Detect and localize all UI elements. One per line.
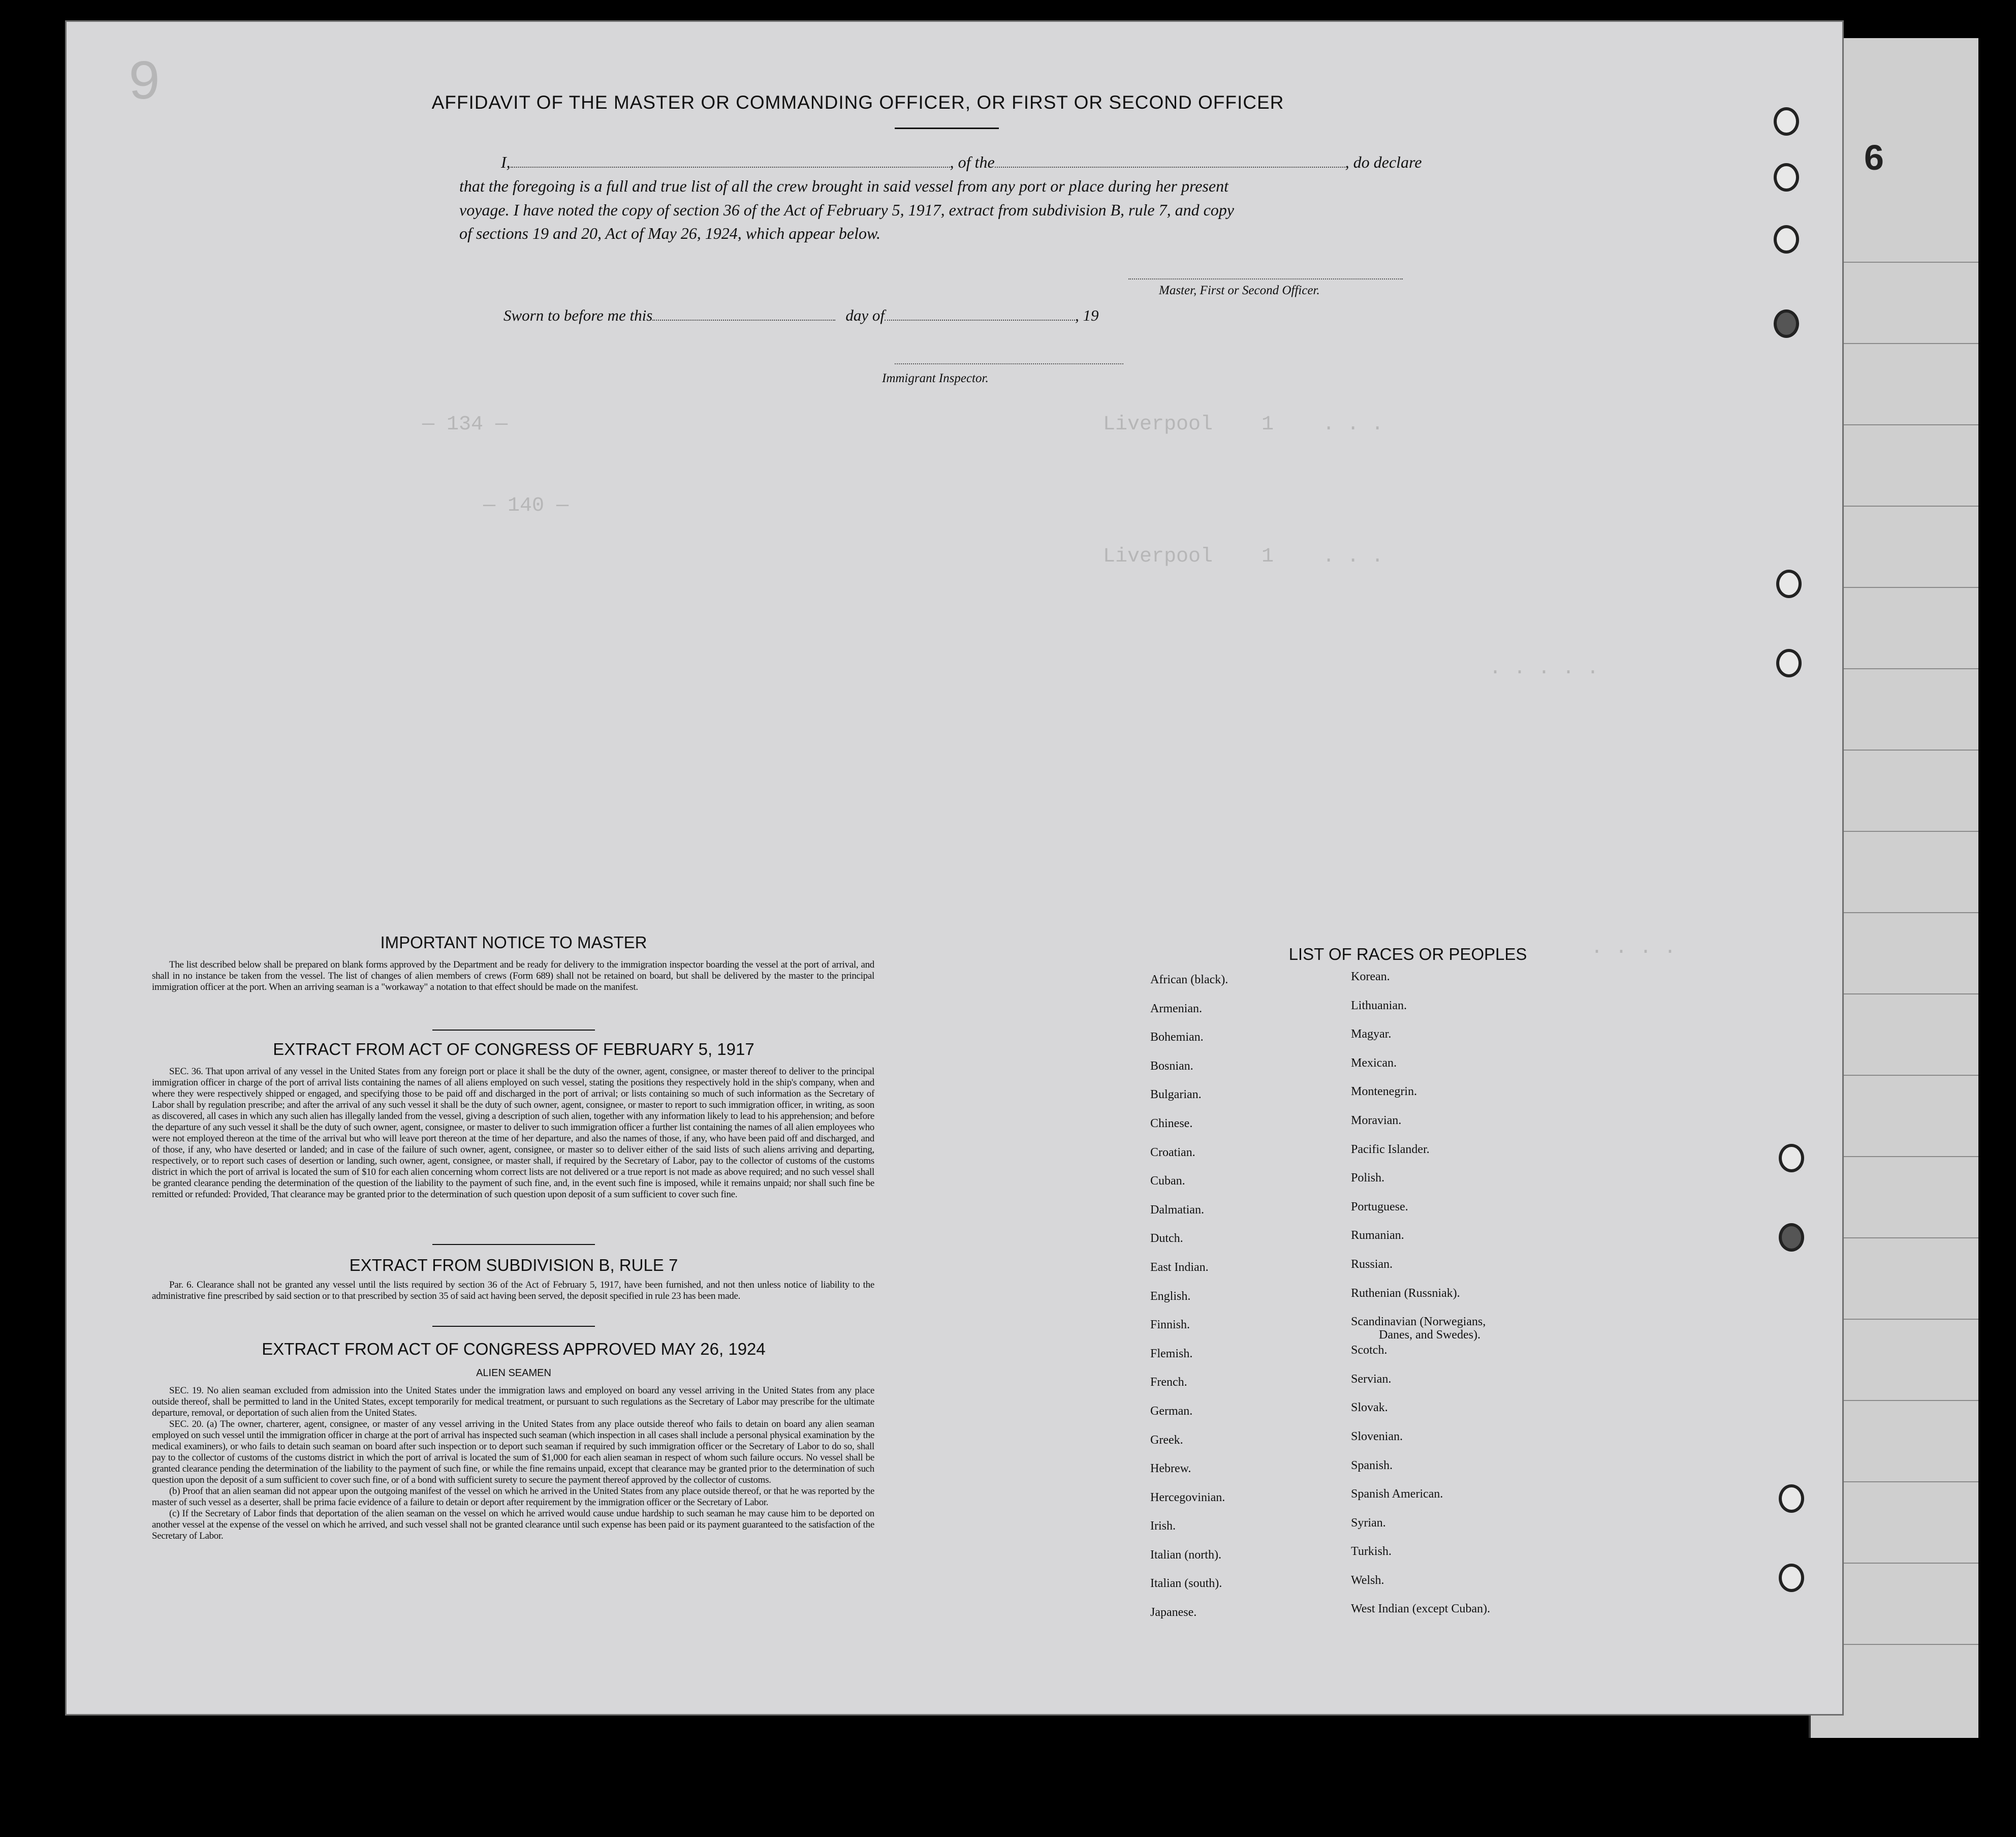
race-item: Slovenian.	[1351, 1429, 1403, 1443]
affidavit-i: I,	[501, 153, 511, 171]
sec-20c-paragraph: (c) If the Secretary of Labor finds that deportation of the alien seaman on the vessel on which he arrived would cause undue hardship to such seaman he may cause him to be deported on another vessel at the expense of the vessel on which he arrived, and such vessel shall not be granted clearance until such expense has been paid or its payment guaranteed to the satisfaction of the Secretary of Labor.	[152, 1508, 874, 1541]
edge-mark: 6	[1864, 138, 1884, 177]
sworn-text: Sworn to before me this	[503, 306, 653, 324]
race-item: Syrian.	[1351, 1516, 1386, 1530]
race-item: Bulgarian.	[1150, 1088, 1202, 1102]
binder-hole	[1776, 649, 1802, 677]
race-item: Bohemian.	[1150, 1031, 1204, 1044]
race-item: Cuban.	[1150, 1174, 1185, 1188]
notice-title: IMPORTANT NOTICE TO MASTER	[380, 933, 647, 952]
race-item: Russian.	[1351, 1257, 1393, 1271]
notice-text	[152, 959, 874, 993]
race-item: African (black).	[1150, 973, 1228, 986]
race-item: Armenian.	[1150, 1002, 1202, 1015]
race-item: Scandinavian (Norwegians,	[1351, 1315, 1486, 1329]
race-item: Flemish.	[1150, 1347, 1193, 1360]
race-item: Pacific Islander.	[1351, 1142, 1430, 1156]
race-item: Slovak.	[1351, 1401, 1388, 1415]
race-item: Montenegrin.	[1351, 1085, 1417, 1099]
race-item: Greek.	[1150, 1433, 1183, 1447]
affidavit-of-the: , of the	[950, 153, 995, 171]
affidavit-title: AFFIDAVIT OF THE MASTER OR COMMANDING OFFICER, OR FIRST OR SECOND OFFICER	[431, 92, 1284, 113]
race-item: Ruthenian (Russniak).	[1351, 1286, 1460, 1300]
race-item: Dalmatian.	[1150, 1203, 1204, 1217]
year-prefix: , 19	[1075, 306, 1099, 324]
race-item: Bosnian.	[1150, 1059, 1193, 1073]
race-item: Hebrew.	[1150, 1462, 1191, 1476]
race-item: Italian (south).	[1150, 1577, 1222, 1591]
race-item: Korean.	[1351, 970, 1390, 983]
sec-20a-paragraph: SEC. 20. (a) The owner, charterer, agent, consignee, or master of any vessel arriving in the United States from any place outside thereof who fails to detain on board any alien seaman employed on such vessel until the immigration officer in charge at the port of arrival has inspected such seaman (which inspection in all cases shall include a personal physical examination by the medical examiners), or who fails to detain such seaman on board after such inspection or to deport such seaman if required by such immigration officer or the Secretary of Labor to do so, shall pay to the collector of customs of the customs district in which the port of arrival is located the sum of $1,000 for each alien seaman in respect of whom such failure occurs. No vessel shall be granted clearance pending the determination of the liability to the payment of such fine, or while the fine remains unpaid, except that clearance may be granted prior to the determination of such question upon the deposit of a sum sufficient to cover such fine, or of a bond with sufficient surety to secure the payment thereof approved by the collector of customs.	[152, 1419, 874, 1485]
binder-hole	[1779, 1484, 1804, 1513]
affidavit-line-3: voyage. I have noted the copy of section 36 of the Act of February 5, 1917, extract from subdivision B, rule 7, and copy	[459, 201, 1234, 219]
race-item: Italian (north).	[1150, 1548, 1221, 1562]
race-item: Polish.	[1351, 1171, 1385, 1185]
race-item: Portuguese.	[1351, 1200, 1408, 1213]
extract-1917-text	[152, 1066, 874, 1200]
race-item: Lithuanian.	[1351, 999, 1407, 1012]
affidavit-line-2: that the foregoing is a full and true list of all the crew brought in said vessel from any port or place during her present	[459, 177, 1228, 195]
master-signature-line	[1128, 278, 1403, 279]
master-signature-label: Master, First or Second Officer.	[1159, 284, 1320, 297]
bleed-through: . . . .	[1591, 937, 1677, 959]
race-item: Dutch.	[1150, 1232, 1183, 1246]
binder-hole	[1779, 1564, 1804, 1592]
race-item: West Indian (except Cuban).	[1351, 1602, 1490, 1616]
binder-hole	[1779, 1223, 1804, 1252]
alien-seamen-subtitle: ALIEN SEAMEN	[476, 1367, 551, 1379]
race-item: French.	[1150, 1376, 1187, 1389]
extract-1924-text	[152, 1385, 874, 1542]
notice-paragraph: The list described below shall be prepared on blank forms approved by the Department and be ready for delivery to the immigration inspector boarding the vessel at the port of arrival, and shall in no instance be taken from the vessel. The list of changes of alien members of crews (Form 689) shall not be retained on board, but shall be delivered by the master to the principal immigration officer at the port. When an arriving seaman is a "workaway" a notation to that effect should be made on the manifest.	[152, 959, 874, 992]
race-item: Chinese.	[1150, 1116, 1193, 1130]
sworn-day-blank	[652, 307, 835, 321]
races-column-1	[1150, 973, 1228, 1635]
bleed-through: 9	[128, 52, 162, 116]
race-item: Croatian.	[1150, 1145, 1195, 1159]
section-rule	[432, 1326, 595, 1327]
race-item: Magyar.	[1351, 1028, 1392, 1041]
name-blank	[511, 154, 950, 168]
race-item: Turkish.	[1351, 1545, 1392, 1559]
sec-20b-paragraph: (b) Proof that an alien seaman did not appear upon the outgoing manifest of the vessel on which he arrived in the United States from any place outside thereof, or that he was reported by the master of such vessel as a deserter, shall be prima facie evidence of a failure to detain or deport after requirement by the immigration officer or the Secretary of Labor.	[152, 1486, 874, 1508]
section-rule	[432, 1030, 595, 1031]
sec-36-paragraph: SEC. 36. That upon arrival of any vessel in the United States from any foreign port or place it shall be the duty of the owner, agent, consignee, or master thereof to deliver to the principal immigration officer in charge of the port of arrival lists containing the names of all aliens employed on such vessel, stating the positions they respectively hold in the ship's company, when and where they were respectively shipped or engaged, and specifying those to be paid off and discharged in the port of arrival; or lists containing so much of such information as the Secretary of Labor shall by regulation prescribe; and after the arrival of any such vessel it shall be the duty of such owner, agent, consignee, or master to report to such immigration officer, in writing, as soon as discovered, all cases in which any such alien has illegally landed from the vessel, giving a description of such alien, together with any information likely to lead to his apprehension; and before the departure of any such vessel it shall be the duty of such owner, agent, consignee, or master to deliver to such immigration officer a further list containing the names of all alien employees who were not employed thereon at the time of the arrival but who will leave port thereon at the time of her departure, and also the names of those, if any, who have been paid off and discharged, and of those, if any, who have deserted or landed; and in case of the failure of such owner, agent, consignee, or master so to deliver either of the said lists of such aliens arriving and departing, respectively, or to report such cases of desertion or landing, such owner, agent, consignee, or master shall, if required by the Secretary of Labor, pay to the collector of customs of the customs district in which the port of arrival is located the sum of $10 for each alien concerning whom correct lists are not delivered or a true report is not made as above required; and no such vessel shall be granted clearance pending the determination of the question of the liability to the payment of such fine, and, in the event such fine is imposed, while it remains unpaid; nor shall such fine be remitted or refunded: Provided, That clearance may be granted prior to the determination of such question upon deposit of a sum sufficient to cover such fine.	[152, 1066, 874, 1200]
race-item: Irish.	[1150, 1519, 1176, 1533]
race-item: Welsh.	[1351, 1573, 1384, 1587]
bleed-through: Liverpool 1 . . .	[1103, 413, 1384, 436]
binder-hole	[1774, 107, 1799, 136]
inspector-signature-line	[895, 363, 1123, 364]
binder-hole	[1776, 570, 1802, 598]
race-item: Spanish.	[1351, 1458, 1393, 1472]
affidavit-line-1	[501, 153, 1422, 172]
race-item: Finnish.	[1150, 1318, 1190, 1332]
race-item: Hercegovinian.	[1150, 1490, 1225, 1504]
extract-rule7-text	[152, 1280, 874, 1302]
race-item: Japanese.	[1150, 1606, 1197, 1620]
title-rule	[895, 128, 999, 129]
race-item-continuation: Danes, and Swedes).	[1379, 1328, 1480, 1342]
affidavit-do-declare: , do declare	[1345, 153, 1422, 171]
race-item: Moravian.	[1351, 1113, 1402, 1127]
races-column-2	[1351, 970, 1490, 1631]
extract-rule7-title: EXTRACT FROM SUBDIVISION B, RULE 7	[349, 1256, 678, 1274]
inspector-label: Immigrant Inspector.	[882, 371, 989, 385]
race-item: English.	[1150, 1289, 1191, 1303]
document-sheet	[65, 20, 1844, 1716]
binder-hole	[1774, 225, 1799, 254]
sworn-month-blank	[885, 307, 1075, 321]
bleed-through: Liverpool 1 . . .	[1103, 545, 1384, 568]
binder-hole	[1774, 309, 1799, 338]
extract-1917-title: EXTRACT FROM ACT OF CONGRESS OF FEBRUARY 5, 1917	[273, 1040, 754, 1058]
races-title: LIST OF RACES OR PEOPLES	[1288, 945, 1527, 963]
bleed-through: — 134 —	[422, 413, 508, 436]
binder-hole	[1779, 1144, 1804, 1172]
bleed-through: . . . . .	[1489, 657, 1599, 680]
race-item: Mexican.	[1351, 1056, 1397, 1070]
extract-1924-title: EXTRACT FROM ACT OF CONGRESS APPROVED MAY 26, 1924	[262, 1340, 766, 1358]
par-6-paragraph: Par. 6. Clearance shall not be granted any vessel until the lists required by section 36 of the Act of February 5, 1917, have been furnished, and not then unless notice of liability to the administrative fine prescribed by said section or to that prescribed by section 35 of said act having been served, the deposit specified in rule 23 has been made.	[152, 1280, 874, 1301]
bleed-through: — 140 —	[483, 494, 569, 517]
vessel-blank	[995, 154, 1345, 168]
race-item: Spanish American.	[1351, 1487, 1443, 1501]
race-item: Scotch.	[1351, 1344, 1388, 1357]
day-of-text: day of	[845, 306, 885, 324]
section-rule	[432, 1244, 595, 1245]
binder-hole	[1774, 163, 1799, 192]
race-item: Servian.	[1351, 1372, 1392, 1386]
race-item: East Indian.	[1150, 1260, 1209, 1274]
affidavit-line-4: of sections 19 and 20, Act of May 26, 1924, which appear below.	[459, 224, 880, 242]
sec-19-paragraph: SEC. 19. No alien seaman excluded from admission into the United States under the immigration laws and employed on board any vessel arriving in the United States from any place outside thereof, shall be permitted to land in the United States, except temporarily for medical treatment, or pursuant to such regulations as the Secretary of Labor may prescribe for the ultimate departure, removal, or deportation of such alien from the United States.	[152, 1385, 874, 1418]
race-item: German.	[1150, 1404, 1193, 1418]
sworn-line	[503, 306, 1098, 325]
race-item: Rumanian.	[1351, 1229, 1404, 1242]
